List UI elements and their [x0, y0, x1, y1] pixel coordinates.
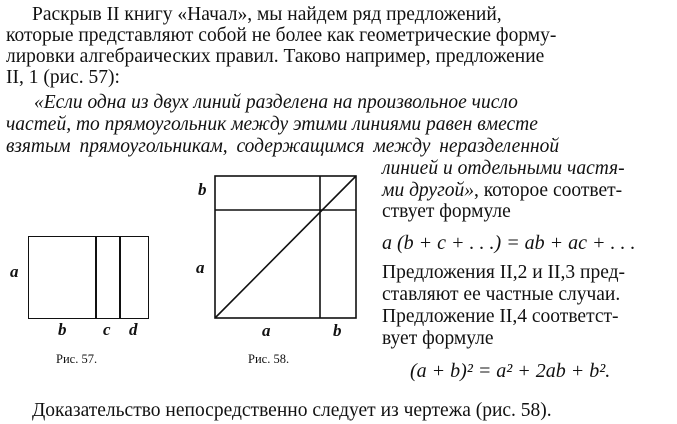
paragraph1-line2: которые представляют собой не более как геометрические форму-: [6, 25, 557, 46]
formula-distributive: a (b + c + . . .) = ab + ac + . . .: [382, 232, 636, 254]
paragraph1-line1: Раскрыв II книгу «Начал», мы найдем ряд предложений,: [32, 4, 502, 25]
paragraph2-line4: вует формуле: [382, 328, 494, 349]
quote-line4: линией и отдельными частя-: [382, 158, 625, 179]
figure57-label-a: a: [10, 262, 19, 281]
figure58-caption: Рис. 58.: [248, 352, 290, 366]
figure58-label-a-bottom: a: [262, 321, 271, 340]
formula-binomial-square: (a + b)² = a² + 2ab + b².: [410, 360, 611, 382]
quote-line5-italic: ми другой»: [382, 180, 474, 201]
figure58-label-a-left: a: [196, 258, 205, 277]
figure57-label-d: d: [129, 320, 138, 339]
quote-line1: «Если одна из двух линий разделена на произвольное число: [34, 92, 518, 113]
figure58-label-b-bottom: b: [333, 321, 342, 340]
figure57-caption: Рис. 57.: [56, 352, 98, 366]
figure58-label-b-left: b: [198, 180, 207, 199]
quote-line5-rest: , которое соответ-: [473, 180, 623, 201]
paragraph1-line3: лировки алгебраических правил. Таково например, предложение: [6, 46, 545, 67]
quote-line3: взятым прямоугольникам, содержащимся между неразделенной: [6, 136, 560, 157]
paragraph1-line4: II, 1 (рис. 57):: [6, 67, 120, 88]
paragraph2-line3: Предложение II,4 соответст-: [382, 306, 619, 327]
paragraph2-line2: ставляют ее частные случаи.: [382, 284, 621, 305]
quote-line6: ствует формуле: [382, 201, 511, 222]
quote-line2: частей, то прямоугольник между этими линиями равен вместе: [6, 114, 538, 135]
figure57-label-c: c: [103, 320, 111, 339]
figure58-diagonal: [215, 176, 356, 318]
figure57-label-b: b: [58, 320, 67, 339]
bottom-line: Доказательство непосредственно следует из чертежа (рис. 58).: [32, 400, 552, 421]
paragraph2-line1: Предложения II,2 и II,3 пред-: [382, 262, 626, 283]
